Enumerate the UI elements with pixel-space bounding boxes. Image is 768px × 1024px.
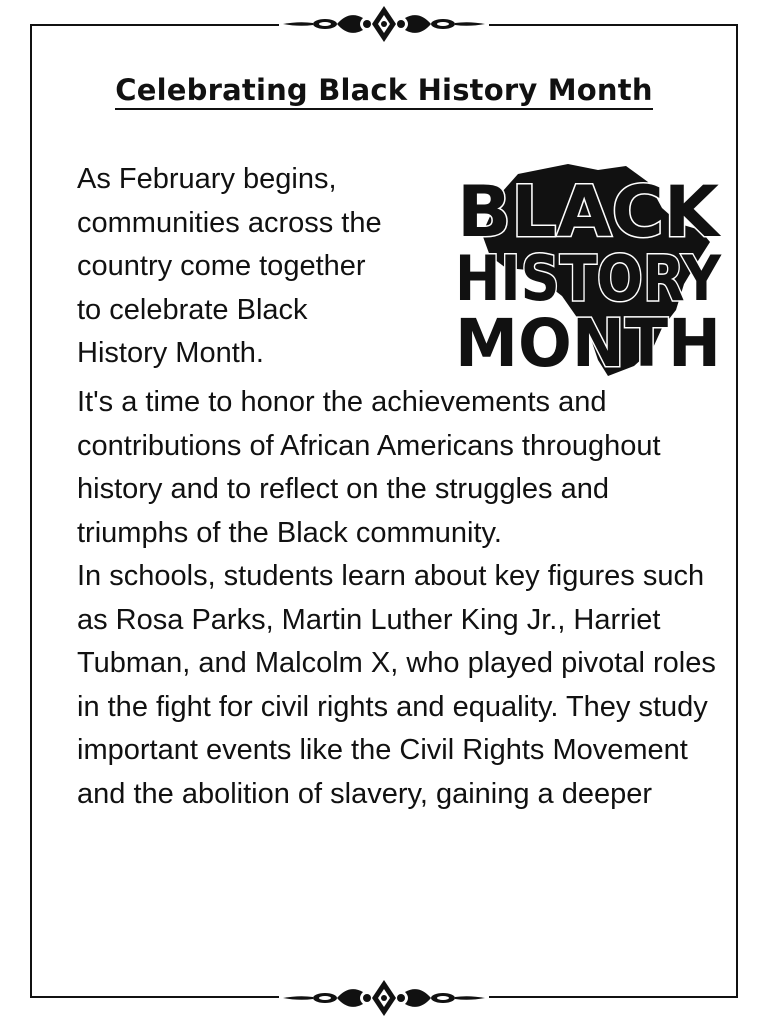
intro-paragraph [77, 158, 447, 376]
intro-line: to celebrate Black [77, 293, 308, 326]
bottom-ornament-icon [279, 978, 489, 1018]
paragraph-schools: In schools, students learn about key figures such as Rosa Parks, Martin Luther King Jr., Harriet Tubman, and Malcolm X, who played pivotal roles in the fight for civil rights and equality. They study important events like the Civil Rights Movement and the abolition of slavery, gaining a deeper [77, 560, 716, 810]
intro-line: communities across the [77, 206, 382, 239]
intro-line: History Month. [77, 337, 264, 369]
intro-line: country come together [77, 250, 366, 282]
body-text [77, 381, 717, 816]
paragraph-achievements: It's a time to honor the achievements and contributions of African Americans throughout history and to reflect on the struggles and triumphs of the Black community. [77, 386, 661, 549]
page-title [0, 70, 768, 110]
page-title-text: Celebrating Black History Month [115, 73, 652, 110]
black-history-month-logo [448, 160, 728, 382]
logo-line-black: BLACK [457, 171, 722, 253]
logo-line-month: MONTH [455, 305, 721, 382]
logo-line-history: HISTORY [455, 242, 722, 315]
intro-line: As February begins, [77, 163, 337, 195]
top-ornament-icon [279, 4, 489, 44]
